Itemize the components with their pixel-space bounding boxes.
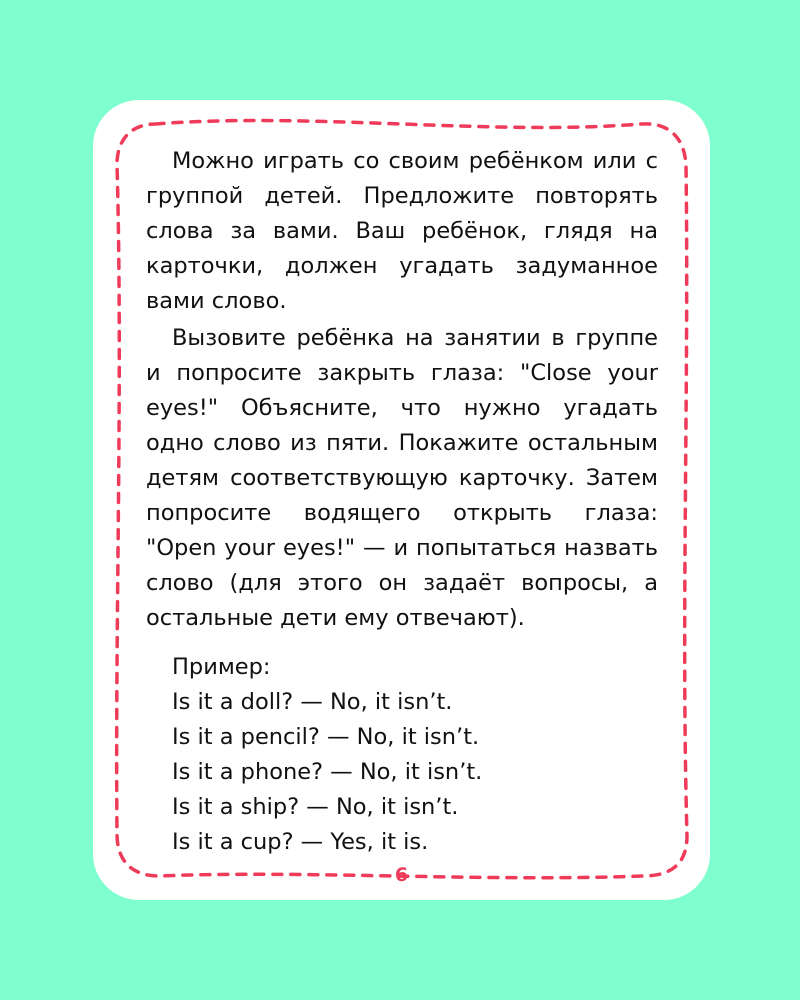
paragraph-2: Вызовите ребёнка на занятии в группе и попросите закрыть глаза: "Close your eyes!" Объясните, что нужно угадать одно слово из пяти. Покажите остальным детям соответствующую карточку. Затем попросите водящего открыть глаза: "Open your eyes!" — и попытаться назвать слово (для этого он задаёт вопросы, а остальные дети ему отвечают). [146, 325, 658, 631]
example-label: Пример: [172, 654, 271, 680]
example-line: Is it a ship? — No, it isn’t. [172, 794, 459, 820]
example-block [146, 650, 658, 860]
paragraph-1: Можно играть со своим ребёнком или с группой детей. Предложите повторять слова за вами. Ваш ребёнок, глядя на карточки, должен угадать задуманное вами слово. [146, 148, 658, 314]
example-line: Is it a doll? — No, it isn’t. [172, 689, 453, 715]
example-line: Is it a pencil? — No, it isn’t. [172, 724, 480, 750]
example-line: Is it a cup? — Yes, it is. [172, 829, 429, 855]
example-line: Is it a phone? — No, it isn’t. [172, 759, 483, 785]
page-number: 6 [394, 864, 409, 886]
instruction-card [93, 100, 710, 900]
instruction-text [146, 144, 658, 860]
